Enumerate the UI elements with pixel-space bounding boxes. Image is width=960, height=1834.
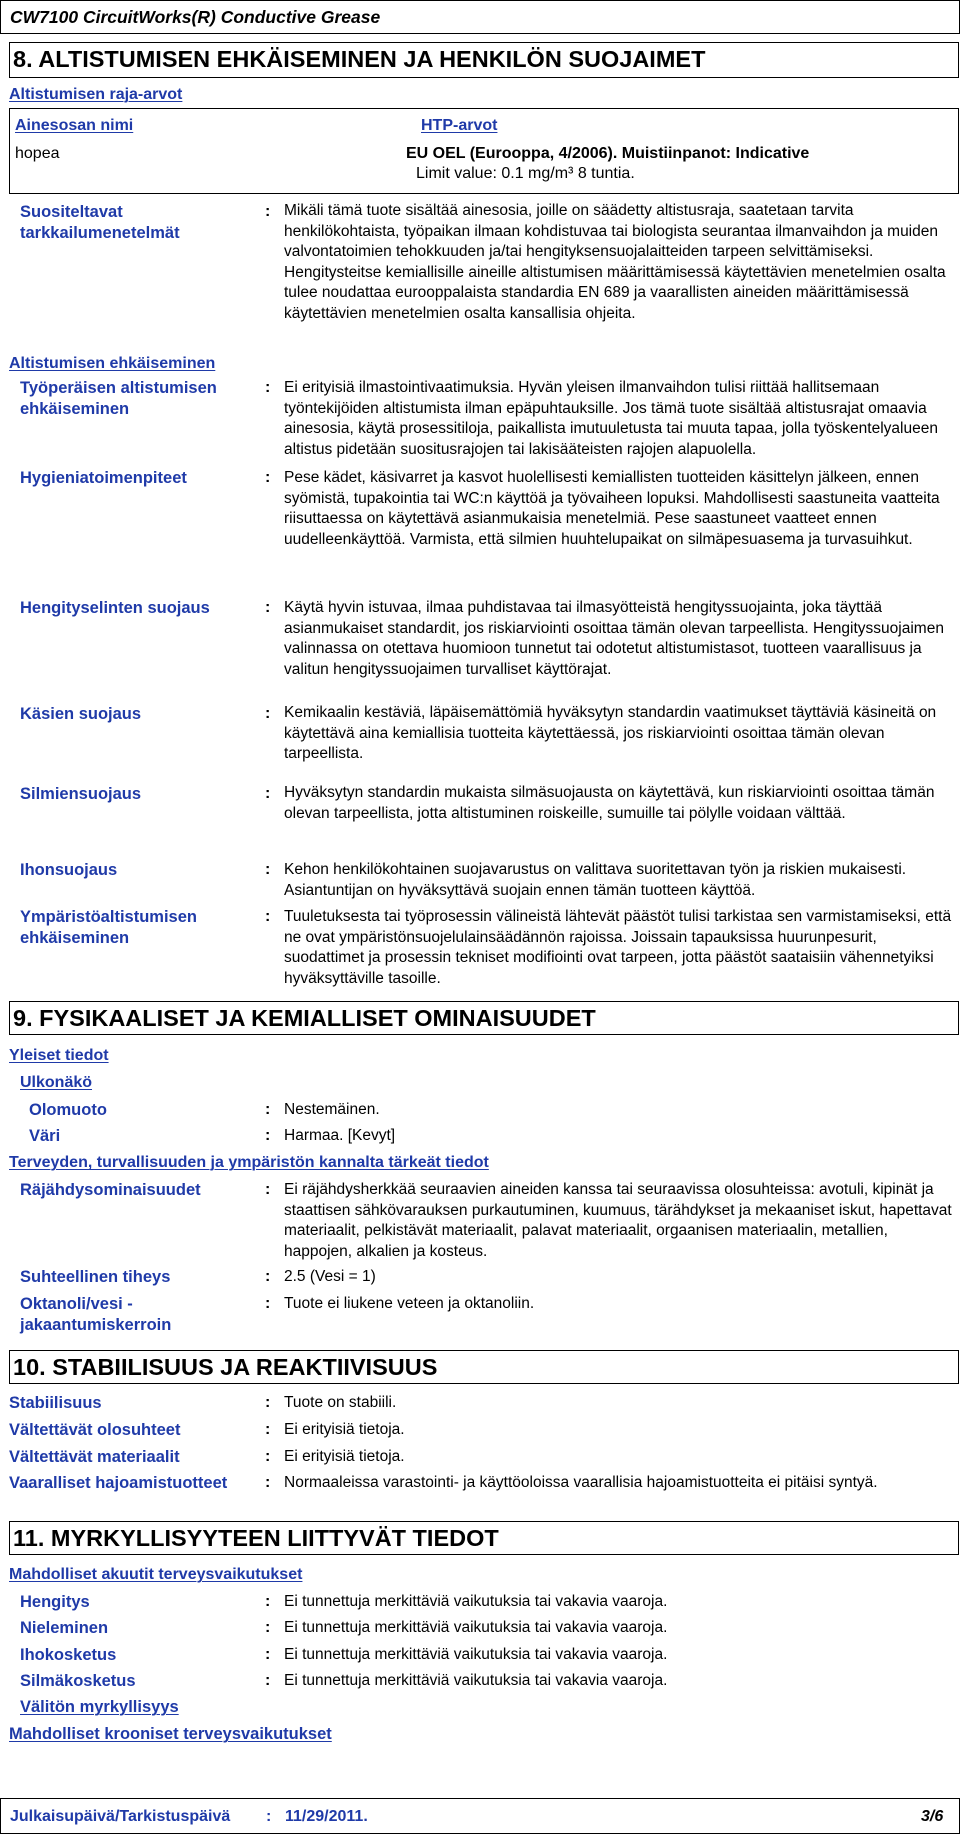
value-eyes: Hyväksytyn standardin mukaista silmäsuojausta on käytettävä, kun riskiarviointi osoittaa tämän olevan tarpeellista, jotta altistuminen roiskeille, sumuille tai pölylle voidaan välttää.	[284, 784, 935, 822]
label-skin-protection: Ihonsuojaus	[20, 861, 118, 879]
footer-date: 11/29/2011.	[285, 1808, 368, 1825]
section-9-title: 9. FYSIKAALISET JA KEMIALLISET OMINAISUUDET	[9, 1001, 959, 1035]
value-partition: Tuote ei liukene veteen ja oktanoliin.	[284, 1295, 535, 1312]
value-stability: Tuote on stabiili.	[284, 1394, 397, 1411]
label-stability: Stabiilisuus	[9, 1394, 102, 1412]
value-density: 2.5 (Vesi = 1)	[284, 1268, 376, 1285]
label-environmental: Ympäristöaltistumisen ehkäiseminen	[20, 908, 197, 947]
label-ingestion: Nieleminen	[20, 1619, 109, 1637]
value-environmental: Tuuletuksesta tai työprosessin välineistä lähtevät päästöt tulisi tarkistaa sen varmistamiseksi, että ne ovat ympäristönsuojelulainsäädännön rajoissa. Joissain tapauksissa huurunpesurit, suodattimet ja prosessin tekniset modifiointi ovat tarpeen, jotta päästöt saataisiin vähennetyiksi hyväksyttäville tasoille.	[284, 908, 952, 987]
safety-heading: Terveyden, turvallisuuden ja ympäristön kannalta tärkeät tiedot	[9, 1154, 489, 1171]
value-decomposition: Normaaleissa varastointi- ja käyttöoloissa vaarallisia hajoamistuotteita ei pitäisi syntyä.	[284, 1474, 878, 1491]
chronic-heading: Mahdolliset krooniset terveysvaikutukset	[9, 1725, 332, 1743]
appearance-heading: Ulkonäkö	[20, 1074, 93, 1091]
immediate-toxicity-heading: Välitön myrkyllisyys	[20, 1698, 179, 1716]
exposure-limits-table	[9, 108, 959, 194]
value-materials: Ei erityisiä tietoja.	[284, 1448, 405, 1465]
acute-heading: Mahdolliset akuutit terveysvaikutukset	[9, 1566, 303, 1583]
value-occupational: Ei erityisiä ilmastointivaatimuksia. Hyvän yleisen ilmanvaihdon tulisi riittää hallitsemaan työntekijöiden altistumista ilman epäpuhtauksille. Jos tämä tuote sisältää altistusrajat omaavia ainesosia, käytä prosessitiloja, paikallista imutuuletusta tai muuta tapaa, jolla työskentelyalueen altistus pidetään suositusrajojen tai lakisääteisten rajojen alapuolella.	[284, 379, 938, 458]
table-ingredient-name: hopea	[15, 145, 60, 162]
document-header	[0, 0, 960, 34]
label-skin-contact: Ihokosketus	[20, 1646, 117, 1664]
label-density: Suhteellinen tiheys	[20, 1268, 171, 1286]
label-occupational: Työperäisen altistumisen ehkäiseminen	[20, 379, 217, 418]
label-materials: Vältettävät materiaalit	[9, 1448, 180, 1466]
value-ingestion: Ei tunnettuja merkittäviä vaikutuksia tai vakavia vaaroja.	[284, 1619, 668, 1636]
value-monitoring: Mikäli tämä tuote sisältää ainesosia, joille on säädetty altistusraja, saatetaan tarvita henkilökohtaista, työpaikan ilmaan kohdistuvaa tai biologista seurantaa ilmanvaihdon ja muiden valvontatoimien tehokkuuden ja/tai hengityksensuojalaitteiden tarpeen selvittämiseksi. Hengitysteitse kemiallisille aineille altistumisen määrittämisessä käytettävien menetelmien osalta tulee noudattaa eurooppalaista standardia EN 689 ja vaarallisten aineiden määrittämisessä käytettävien menetelmien osalta kansallisia ohjeita.	[284, 202, 946, 322]
label-explosive: Räjähdysominaisuudet	[20, 1181, 201, 1199]
label-inhalation: Hengitys	[20, 1593, 90, 1611]
footer-date-label: Julkaisupäivä/Tarkistuspäivä	[10, 1808, 231, 1825]
label-state: Olomuoto	[29, 1101, 107, 1119]
label-hygiene: Hygieniatoimenpiteet	[20, 469, 187, 487]
value-inhalation: Ei tunnettuja merkittäviä vaikutuksia tai vakavia vaaroja.	[284, 1593, 668, 1610]
value-eye-contact: Ei tunnettuja merkittäviä vaikutuksia tai vakavia vaaroja.	[284, 1672, 668, 1689]
document-footer	[0, 1798, 960, 1834]
value-skin-protection: Kehon henkilökohtainen suojavarustus on valittava suoritettavan työn ja riskien mukaisesti. Asiantuntijan on hyväksyttävä suojain ennen tämän tuotteen käyttöä.	[284, 861, 907, 899]
label-hands: Käsien suojaus	[20, 705, 142, 723]
footer-separator: :	[266, 1808, 272, 1825]
label-eyes: Silmiensuojaus	[20, 785, 142, 803]
page-number: 3/6	[921, 1808, 944, 1825]
value-hands: Kemikaalin kestäviä, läpäisemättömiä hyväksytyn standardin vaatimukset täyttäviä käsineitä on käytettävä aina kemiallisia tuotteita käytettäessä, jos riskiarviointi osoittaa tämän olevan tarpeellista.	[284, 704, 937, 762]
value-conditions: Ei erityisiä tietoja.	[284, 1421, 405, 1438]
table-col-ingredient: Ainesosan nimi	[15, 117, 134, 134]
label-eye-contact: Silmäkosketus	[20, 1672, 136, 1690]
label-decomposition: Vaaralliset hajoamistuotteet	[9, 1474, 228, 1492]
table-limit-value: Limit value: 0.1 mg/m³ 8 tuntia.	[416, 165, 635, 182]
section-8-title: 8. ALTISTUMISEN EHKÄISEMINEN JA HENKILÖN SUOJAIMET	[9, 42, 959, 78]
value-respiratory: Käytä hyvin istuvaa, ilmaa puhdistavaa tai ilmasyötteistä hengityssuojainta, joka täyttää asianmukaiset standardit, jos riskiarviointi osoittaa tämän olevan tarpeellista. Hengityssuojaimen valinnassa on otettava huomioon tunnetut tai odotetut altistumistasot, tuotteen vaarallisuus ja valitun hengityssuojaimen turvalliset käyttörajat.	[284, 599, 944, 678]
product-title: CW7100 CircuitWorks(R) Conductive Grease	[10, 7, 381, 27]
section-11-title: 11. MYRKYLLISYYTEEN LIITTYVÄT TIEDOT	[9, 1521, 959, 1555]
label-respiratory: Hengityselinten suojaus	[20, 599, 210, 617]
label-partition: Oktanoli/vesi - jakaantumiskerroin	[20, 1295, 172, 1334]
value-hygiene: Pese kädet, käsivarret ja kasvot huolellisesti kemiallisten tuotteiden käsittelyn jälkeen, ennen syömistä, tupakointia tai WC:n käyttöä ja työvaiheen lopuksi. Mahdollisesti saastuneita vaatteita riisuttaessa on käytettävä asianmukaisia menetelmiä. Pese saastuneet vaatteet ennen uudelleenkäyttöä. Varmista, että silmien huuhtelupaikat on silmäpesuasema ja turvasuihkut.	[284, 469, 940, 548]
label-color: Väri	[29, 1127, 61, 1145]
limits-heading: Altistumisen raja-arvot	[9, 86, 183, 103]
label-conditions: Vältettävät olosuhteet	[9, 1421, 181, 1439]
table-col-htp: HTP-arvot	[421, 117, 498, 134]
general-heading: Yleiset tiedot	[9, 1047, 109, 1064]
value-state: Nestemäinen.	[284, 1101, 380, 1118]
value-explosive: Ei räjähdysherkkää seuraavien aineiden kanssa tai seuraavissa olosuhteissa: avotuli, kipinät ja staattisen sähkövarauksen purkautuminen, kuumuus, tärähdykset ja mekaaniset iskut, hapettavat materiaalit, pelkistävät materiaalit, palavat materiaalit, orgaanisen materiaalin, metallien, happojen, alkalien ja kosteus.	[284, 1181, 952, 1260]
value-skin-contact: Ei tunnettuja merkittäviä vaikutuksia tai vakavia vaaroja.	[284, 1646, 668, 1663]
label-monitoring: Suositeltavat tarkkailumenetelmät	[20, 203, 180, 242]
value-color: Harmaa. [Kevyt]	[284, 1127, 396, 1144]
section-10-title: 10. STABIILISUUS JA REAKTIIVISUUS	[9, 1350, 959, 1384]
exposure-heading: Altistumisen ehkäiseminen	[9, 355, 216, 372]
table-limit-source: EU OEL (Eurooppa, 4/2006). Muistiinpanot: Indicative	[406, 145, 810, 162]
